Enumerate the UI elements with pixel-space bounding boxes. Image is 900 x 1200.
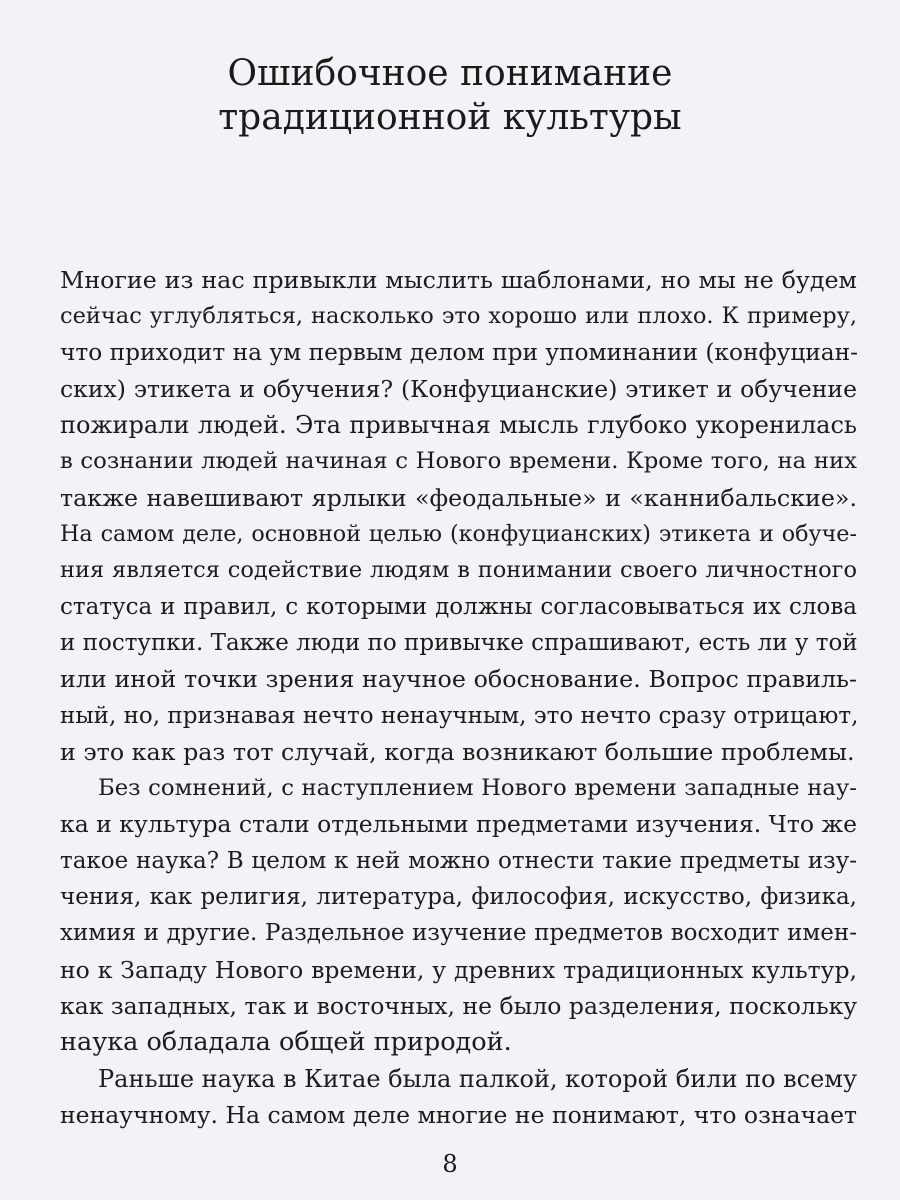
text-line: ских) этикета и обучения? (Конфуцианские) этикет и обучение — [60, 374, 857, 403]
text-line: что приходит на ум первым делом при упоминании (конфуциан- — [60, 338, 858, 366]
paragraph — [60, 1061, 857, 1134]
text-line: ка и культура стали отдельными предметами изучения. Что же — [60, 810, 857, 839]
text-line: или иной точки зрения научное обоснование. Вопрос правиль- — [60, 665, 857, 694]
text-line: но к Западу Нового времени, у древних традиционных культур, — [60, 955, 857, 984]
text-line: в сознании людей начиная с Нового времени. Кроме того, на них — [60, 448, 857, 475]
text-line: чения, как религия, литература, философия, искусство, физика, — [60, 884, 857, 911]
text-line: ненаучному. На самом деле многие не понимают, что означает — [60, 1100, 858, 1129]
chapter-title-line-1: Ошибочное понимание — [227, 53, 673, 94]
body-text — [60, 262, 857, 1133]
text-line: и поступки. Также люди по привычке спрашивают, есть ли у той — [60, 629, 858, 656]
paragraph — [60, 770, 857, 1060]
text-line: На самом деле, основной целью (конфуцианских) этикета и обуче- — [60, 521, 857, 548]
text-line: пожирали людей. Эта привычная мысль глубоко укоренилась — [60, 411, 857, 440]
text-line: как западных, так и восточных, не было разделения, поскольку — [60, 991, 858, 1020]
text-line: химия и другие. Раздельное изучение предметов восходит имен- — [60, 920, 857, 947]
text-line: такое наука? В целом к ней можно отнести такие предметы изу- — [60, 847, 857, 874]
paragraph — [60, 262, 857, 770]
page-number: 8 — [442, 1150, 458, 1178]
text-line: Без сомнений, с наступлением Нового времени западные нау- — [98, 775, 857, 802]
text-line: сейчас углубляться, насколько это хорошо или плохо. К примеру, — [60, 303, 857, 330]
text-line: статуса и правил, с которыми должны согласовываться их слова — [60, 593, 857, 620]
chapter-title-line-2: традиционной культуры — [218, 97, 682, 138]
text-line: Многие из нас привыкли мыслить шаблонами, но мы не будем — [60, 266, 857, 294]
text-line: Раньше наука в Китае была палкой, которой били по всему — [98, 1064, 858, 1093]
text-line: также навешивают ярлыки «феодальные» и «каннибальские». — [60, 483, 857, 512]
text-line: наука обладала общей природой. — [60, 1027, 512, 1058]
text-line: и это как раз тот случай, когда возникают большие проблемы. — [60, 737, 855, 766]
text-line: ния является содействие людям в понимании своего личностного — [60, 557, 857, 584]
text-line: ный, но, признавая нечто ненаучным, это нечто сразу отрицают, — [60, 702, 859, 729]
chapter-title — [60, 52, 840, 140]
